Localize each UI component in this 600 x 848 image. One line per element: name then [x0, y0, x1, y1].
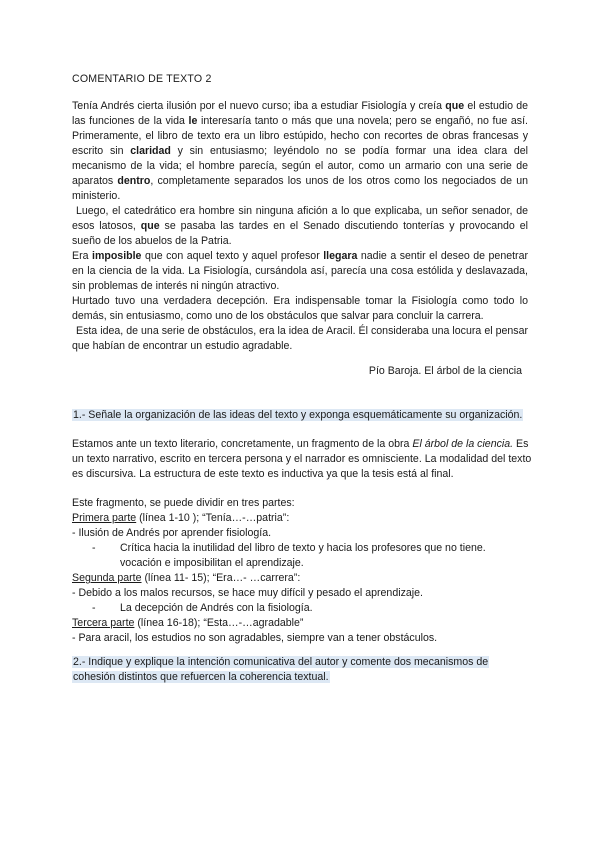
answer-1: Estamos ante un texto literario, concretamente, un fragmento de la obra El árbol de la ciencia. Es un texto narrativo, escrito en tercera persona y el narrador es omnisciente. La modalidad del texto es discursiva. La estructura de este texto es inductiva ya que la tesis está al final.	[72, 438, 532, 480]
passage-paragraph-2: Luego, el catedrático era hombre sin ninguna afición a lo que explicaba, un señor senador, de esos latosos, que se pasaba las tardes en el Senado discutiendo tonterías y provocando el sueño de los abuelos de la Patria.	[72, 205, 528, 247]
passage-paragraph-5: Esta idea, de una serie de obstáculos, era la idea de Aracil. Él consideraba una locura el pensar que habían de encontrar un estudio agradable.	[72, 325, 528, 352]
outline-item: - Para aracil, los estudios no son agradables, siempre van a tener obstáculos.	[72, 632, 438, 644]
outline-subitem: - La decepción de Andrés con la fisiología.	[92, 602, 313, 614]
outline-subitem: - Crítica hacia la inutilidad del libro de texto y hacia los profesores que no tiene.	[92, 542, 486, 554]
bold-word: dentro	[117, 175, 151, 187]
question-1: 1.- Señale la organización de las ideas del texto y exponga esquemáticamente su organización.	[73, 409, 523, 421]
passage-paragraph-3: Era imposible que con aquel texto y aquel profesor llegara nadie a sentir el deseo de penetrar en la ciencia de la vida. La Fisiología, cursándola así, parecía una cosa estólida y deslavazada, sin problemas de interés ni ningún atractivo.	[72, 250, 528, 292]
bold-word: claridad	[130, 145, 171, 157]
outline-intro: Este fragmento, se puede dividir en tres partes:	[72, 497, 295, 509]
outline-item: - Debido a los malos recursos, se hace muy difícil y pesado el aprendizaje.	[72, 587, 423, 599]
work-title: El árbol de la ciencia.	[412, 438, 514, 450]
passage-paragraph-1: Tenía Andrés cierta ilusión por el nuevo curso; iba a estudiar Fisiología y creía que el estudio de las funciones de la vida le interesaría tanto o más que una novela; pero se engañó, no fue así. Primeramente, el libro de texto era un libro estúpido, hecho con recortes de obras francesas y escrito sin claridad y sin entusiasmo; leyéndolo no se podía formar una idea clara del mecanismo de la vida; el hombre parecía, según el autor, como un armario con una serie de aparatos dentro, completamente separados los unos de los otros como los negociados de un ministerio.	[72, 100, 529, 202]
question-2: 2.- Indique y explique la intención comunicativa del autor y comente dos mecanismos de cohesión distintos que refuercen la coherencia textual.	[73, 656, 489, 683]
bold-word: que	[445, 100, 465, 112]
outline-part-2: Segunda parte (línea 11- 15); “Era…- …carrera”:	[72, 572, 301, 584]
outline-subitem-continuation: vocación e imposibilitan el aprendizaje.	[120, 557, 304, 569]
outline-item: - Ilusión de Andrés por aprender fisiología.	[72, 527, 272, 539]
bold-word: llegara	[323, 250, 358, 262]
outline-part-3: Tercera parte (línea 16-18); “Esta…-…agradable”	[72, 617, 304, 629]
bold-word: imposible	[92, 250, 142, 262]
document-title: COMENTARIO DE TEXTO 2	[72, 73, 212, 85]
fragment-outline	[72, 496, 532, 646]
text-passage	[72, 99, 528, 354]
passage-paragraph-4: Hurtado tuvo una verdadera decepción. Era indispensable tomar la Fisiología como todo lo demás, sin entusiasmo, como uno de los obstáculos que salvar para concluir la carrera.	[72, 295, 528, 322]
bold-word: le	[188, 115, 198, 127]
source-citation: Pío Baroja. El árbol de la ciencia	[368, 365, 522, 377]
bold-word: que	[140, 220, 160, 232]
outline-part-1: Primera parte (línea 1-10 ); “Tenía…-…patria”:	[72, 512, 290, 524]
